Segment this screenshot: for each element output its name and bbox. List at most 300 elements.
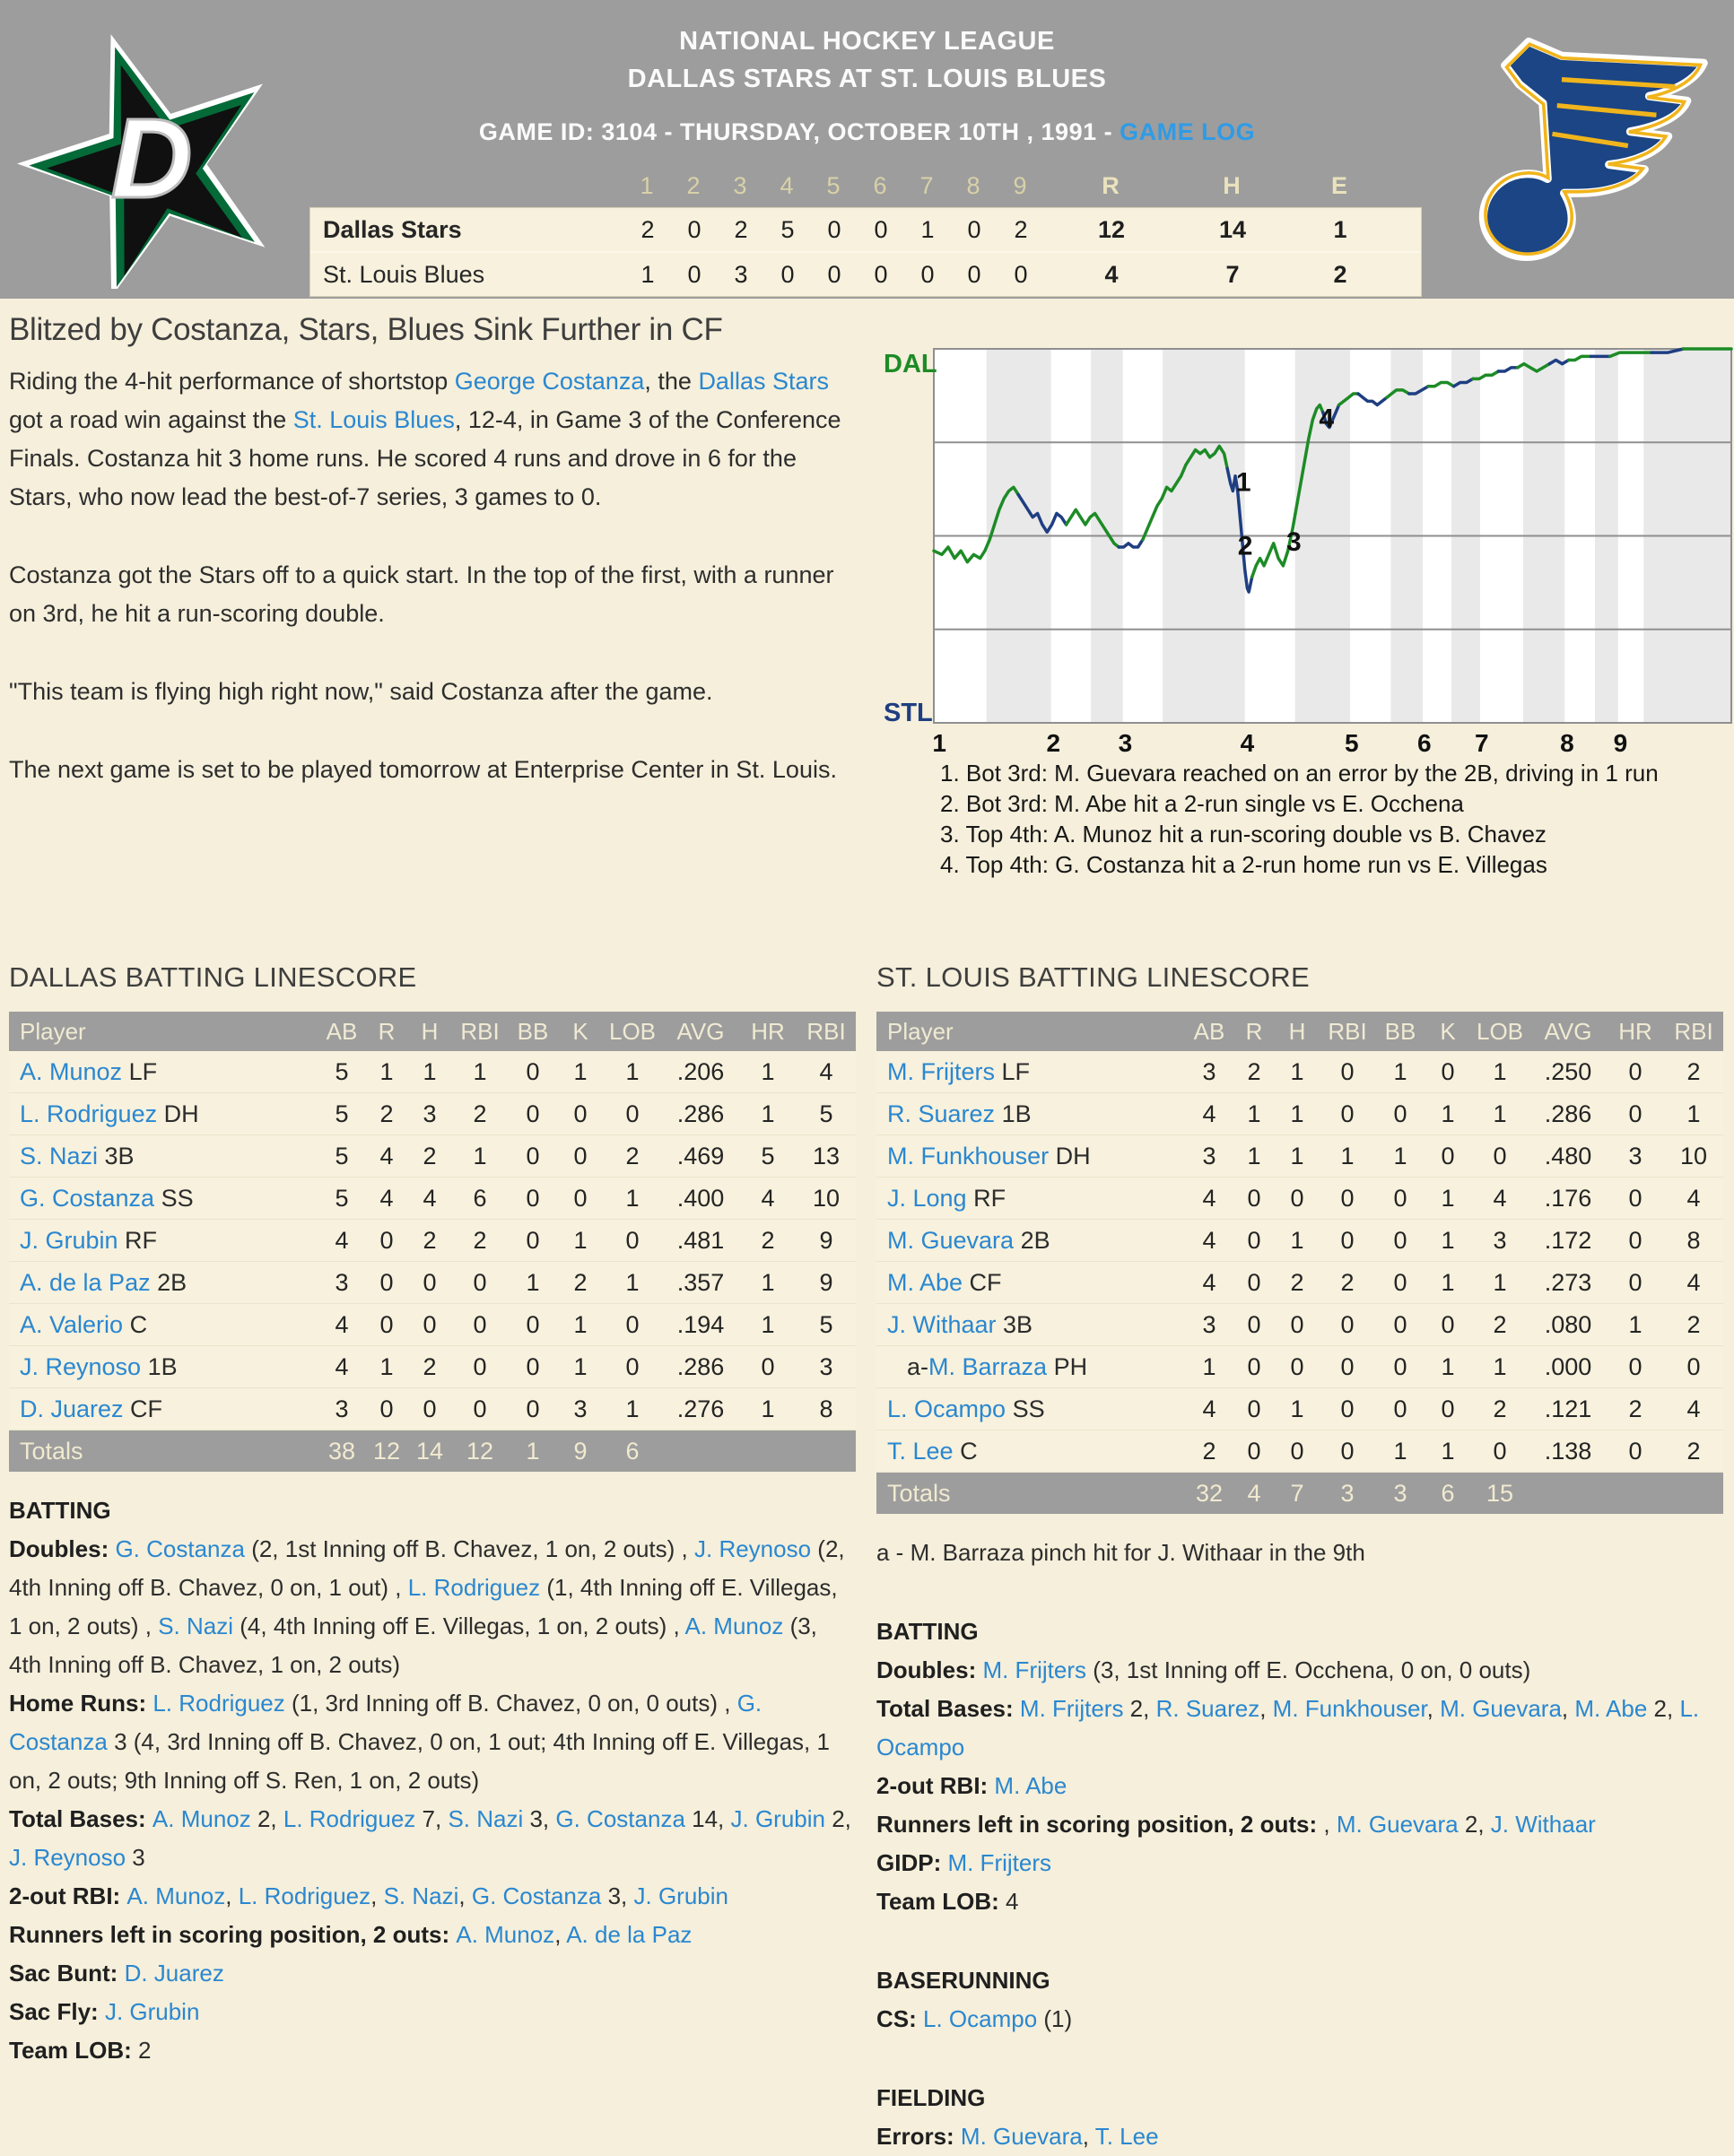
stat-lob: 1 — [1493, 1100, 1507, 1127]
total-r: 12 — [372, 1437, 401, 1465]
stat-rbi: 0 — [1340, 1226, 1355, 1254]
column-header-h: H — [421, 1017, 439, 1045]
column-header-ab: AB — [1193, 1017, 1225, 1045]
player-link[interactable]: S. Nazi — [20, 1142, 99, 1169]
stat-rbi2: 5 — [819, 1310, 833, 1338]
batter-row — [9, 1178, 856, 1220]
dallas-stars-logo-icon — [13, 20, 291, 289]
batter-row — [876, 1430, 1723, 1473]
total-h: 7 — [1290, 1479, 1304, 1507]
dallas-batting-notes — [9, 1491, 856, 2070]
text-run: (2, 1st Inning off B. Chavez, 1 on, 2 outs) , — [244, 1535, 694, 1562]
stat-avg: .176 — [1544, 1184, 1592, 1212]
stat-bb: 0 — [1393, 1352, 1407, 1380]
stat-h: 4 — [423, 1184, 437, 1212]
total-rbi: 3 — [1340, 1479, 1355, 1507]
stat-k: 0 — [573, 1142, 588, 1169]
stat-rbi2: 10 — [1679, 1142, 1708, 1169]
stat-ab: 4 — [1202, 1226, 1216, 1254]
text-run: Costanza got the Stars off to a quick start. In the top of the first, with a runner on 3rd, he hit a run-scoring double. — [9, 561, 834, 627]
stat-avg: .357 — [676, 1268, 725, 1296]
stat-avg: .080 — [1544, 1310, 1592, 1338]
note-line — [876, 1767, 1723, 1805]
page-header — [0, 0, 1734, 299]
player-link[interactable]: G. Costanza — [9, 1690, 762, 1755]
total-k: 9 — [573, 1437, 588, 1465]
stat-avg: .469 — [676, 1142, 725, 1169]
stat-k: 2 — [573, 1268, 588, 1296]
stat-ab: 4 — [1202, 1100, 1216, 1127]
stat-hr: 0 — [1628, 1057, 1643, 1085]
text-run: 14, — [684, 1805, 731, 1832]
text-run: 2, — [1123, 1695, 1156, 1722]
text-run: , — [225, 1882, 239, 1909]
stat-r: 2 — [1247, 1057, 1261, 1085]
column-header-avg: AVG — [676, 1017, 725, 1045]
bold-label: Runners left in scoring position, 2 outs: — [9, 1921, 457, 1948]
stat-lob: 1 — [625, 1057, 640, 1085]
stat-lob: 0 — [625, 1352, 640, 1380]
player-link[interactable]: T. Lee — [887, 1437, 954, 1465]
stat-k: 1 — [1441, 1268, 1455, 1296]
stat-h: 1 — [1290, 1226, 1304, 1254]
player-link[interactable]: J. Grubin — [104, 1998, 200, 2025]
article-paragraph — [9, 673, 854, 711]
player-position: 2B — [150, 1268, 187, 1296]
rhe-header: R — [1102, 171, 1120, 199]
article-headline: Blitzed by Costanza, Stars, Blues Sink Further in CF — [9, 312, 723, 347]
inning-score: 0 — [687, 215, 701, 243]
rhe-value: 14 — [1218, 215, 1247, 243]
player-link[interactable]: A. de la Paz — [20, 1268, 151, 1296]
player-link[interactable]: J. Grubin — [633, 1882, 728, 1909]
total-lob: 6 — [625, 1437, 640, 1465]
inning-header: 8 — [966, 171, 980, 199]
player-position: LF — [122, 1057, 158, 1085]
player-link[interactable]: T. Lee — [1094, 2123, 1159, 2150]
text-run: , — [1561, 1695, 1575, 1722]
note-line — [9, 1916, 856, 1954]
stat-rbi: 2 — [473, 1226, 487, 1254]
stat-avg: .194 — [676, 1310, 725, 1338]
stat-ab: 4 — [1202, 1268, 1216, 1296]
player-link[interactable]: M. Frijters — [947, 1849, 1051, 1876]
player-link[interactable]: L. Rodriguez — [407, 1574, 541, 1601]
stat-avg: .276 — [676, 1395, 725, 1422]
stat-rbi: 2 — [1340, 1268, 1355, 1296]
stat-lob: 2 — [1493, 1395, 1507, 1422]
player-link[interactable]: M. Frijters — [887, 1057, 995, 1085]
inning-score: 0 — [874, 260, 888, 288]
player-cell — [876, 1227, 1185, 1255]
text-run: , — [554, 1921, 567, 1948]
stat-h: 1 — [1290, 1100, 1304, 1127]
inning-tick-label: 3 — [1118, 729, 1133, 757]
stat-hr: 5 — [761, 1142, 775, 1169]
stat-r: 0 — [379, 1395, 394, 1422]
stat-avg: .481 — [676, 1226, 725, 1254]
stat-lob: 0 — [625, 1226, 640, 1254]
stat-r: 0 — [1247, 1352, 1261, 1380]
inning-score: 2 — [1014, 215, 1028, 243]
player-link[interactable]: A. Munoz — [20, 1057, 123, 1085]
note-line — [9, 1877, 856, 1916]
stat-bb: 1 — [1393, 1142, 1407, 1169]
linescore-table — [309, 164, 1422, 297]
key-play: 3. Top 4th: A. Munoz hit a run-scoring double vs B. Chavez — [940, 821, 1547, 848]
inning-score: 0 — [1014, 260, 1028, 288]
stat-rbi: 6 — [473, 1184, 487, 1212]
article-paragraph — [9, 751, 854, 789]
spacer — [876, 2039, 1723, 2079]
event-marker-label: 2 — [1237, 531, 1253, 561]
stat-ab: 4 — [335, 1310, 349, 1338]
inning-header: 9 — [1013, 171, 1027, 199]
player-position: C — [953, 1437, 978, 1465]
game-log-link[interactable]: GAME LOG — [1120, 118, 1256, 145]
stat-h: 2 — [423, 1352, 437, 1380]
note-line — [876, 1651, 1723, 1690]
player-link[interactable]: M. Guevara — [1440, 1695, 1562, 1722]
stat-bb: 0 — [526, 1057, 540, 1085]
stat-rbi: 0 — [1340, 1352, 1355, 1380]
text-run: 2, — [825, 1805, 851, 1832]
column-header-ab: AB — [326, 1017, 358, 1045]
player-link[interactable]: M. Funkhouser — [1272, 1695, 1427, 1722]
player-link[interactable]: G. Costanza — [20, 1184, 155, 1212]
player-cell — [876, 1311, 1185, 1339]
text-run: (3, 4th Inning off B. Chavez, 1 on, 2 outs) — [9, 1613, 817, 1678]
inning-score: 3 — [734, 260, 748, 288]
player-link[interactable]: S. Nazi — [158, 1613, 234, 1639]
player-link[interactable]: J. Withaar — [1490, 1811, 1596, 1838]
bold-label: Total Bases: — [876, 1695, 1020, 1722]
article-paragraph — [9, 362, 854, 517]
stat-avg: .206 — [676, 1057, 725, 1085]
stat-hr: 3 — [1628, 1142, 1643, 1169]
linescore-header-row — [309, 164, 1422, 207]
player-link[interactable]: M. Frijters — [982, 1656, 1086, 1683]
player-link[interactable]: L. Rodriguez — [152, 1690, 285, 1717]
player-link[interactable]: A. Munoz — [126, 1882, 226, 1909]
player-cell — [9, 1143, 318, 1170]
stat-hr: 1 — [1628, 1310, 1643, 1338]
stat-avg: .480 — [1544, 1142, 1592, 1169]
batter-row — [9, 1220, 856, 1262]
note-line — [9, 1800, 856, 1877]
player-link[interactable]: Dallas Stars — [698, 368, 829, 395]
totals-label: Totals — [887, 1479, 951, 1507]
stat-bb: 0 — [526, 1226, 540, 1254]
table-header-row — [876, 1012, 1723, 1051]
stat-lob: 0 — [625, 1310, 640, 1338]
text-run: , the — [644, 368, 699, 395]
stat-h: 2 — [423, 1226, 437, 1254]
bold-label: Sac Bunt: — [9, 1960, 125, 1986]
bold-label: 2-out RBI: — [876, 1772, 995, 1799]
player-link[interactable]: G. Costanza — [471, 1882, 602, 1909]
stat-avg: .121 — [1544, 1395, 1592, 1422]
column-header-bb: BB — [517, 1017, 549, 1045]
player-link[interactable]: A. de la Paz — [566, 1921, 693, 1948]
stat-hr: 0 — [1628, 1437, 1643, 1465]
player-link[interactable]: L. Rodriguez — [20, 1100, 158, 1127]
stat-ab: 3 — [1202, 1310, 1216, 1338]
stat-bb: 1 — [526, 1268, 540, 1296]
inning-tick-label: 2 — [1046, 729, 1061, 757]
batter-row — [9, 1388, 856, 1430]
pinch-hit-prefix: a- — [907, 1352, 929, 1380]
stat-k: 1 — [1441, 1226, 1455, 1254]
stat-r: 0 — [379, 1310, 394, 1338]
bold-label: Errors: — [876, 2123, 961, 2150]
rhe-value: 4 — [1104, 260, 1119, 288]
player-link[interactable]: A. Munoz — [456, 1921, 555, 1948]
stat-bb: 1 — [1393, 1437, 1407, 1465]
column-header-rbi2: RBI — [1674, 1017, 1713, 1045]
batter-row — [876, 1262, 1723, 1304]
player-link[interactable]: M. Funkhouser — [887, 1142, 1050, 1169]
stlouis-batting-title: ST. LOUIS BATTING LINESCORE — [876, 961, 1310, 993]
stat-bb: 0 — [526, 1395, 540, 1422]
stat-rbi2: 4 — [1686, 1395, 1701, 1422]
player-cell — [876, 1100, 1185, 1128]
note-line — [876, 1882, 1723, 1921]
stat-k: 1 — [573, 1310, 588, 1338]
player-link[interactable]: L. Ocampo — [923, 2005, 1038, 2032]
stat-k: 1 — [573, 1226, 588, 1254]
stl-axis-label: STL — [884, 699, 933, 727]
stat-hr: 2 — [1628, 1395, 1643, 1422]
player-link[interactable]: D. Juarez — [20, 1395, 124, 1422]
stat-rbi: 0 — [473, 1310, 487, 1338]
stat-ab: 3 — [1202, 1057, 1216, 1085]
stat-bb: 0 — [526, 1100, 540, 1127]
batter-row — [876, 1051, 1723, 1093]
stat-bb: 0 — [526, 1142, 540, 1169]
notes-section-header: FIELDING — [876, 2084, 986, 2111]
player-link[interactable]: L. Rodriguez — [283, 1805, 416, 1832]
player-link[interactable]: A. Munoz — [152, 1805, 251, 1832]
key-play: 1. Bot 3rd: M. Guevara reached on an error by the 2B, driving in 1 run — [940, 760, 1659, 787]
text-run: 2, — [1458, 1811, 1491, 1838]
player-link[interactable]: George Costanza — [454, 368, 645, 395]
text-run: 2 — [137, 2037, 152, 2064]
text-run: (3, 1st Inning off E. Occhena, 0 on, 0 outs) — [1086, 1656, 1531, 1683]
stat-bb: 0 — [526, 1352, 540, 1380]
text-run: a - M. Barraza pinch hit for J. Withaar in the 9th — [876, 1539, 1365, 1566]
player-link[interactable]: A. Valerio — [20, 1310, 124, 1338]
text-run: , — [1259, 1695, 1273, 1722]
stat-lob: 2 — [625, 1142, 640, 1169]
player-link[interactable]: L. Ocampo — [887, 1395, 1006, 1422]
stat-avg: .273 — [1544, 1268, 1592, 1296]
stat-rbi2: 2 — [1686, 1057, 1701, 1085]
stat-k: 1 — [573, 1352, 588, 1380]
stat-k: 1 — [1441, 1100, 1455, 1127]
stat-rbi2: 3 — [819, 1352, 833, 1380]
player-link[interactable]: J. Reynoso — [9, 1844, 126, 1871]
player-link[interactable]: J. Reynoso — [20, 1352, 142, 1380]
dallas-batting-section — [9, 961, 856, 2070]
event-marker-label: 3 — [1285, 527, 1302, 558]
stat-r: 2 — [379, 1100, 394, 1127]
dallas-batting-table — [9, 1012, 856, 1472]
stat-hr: 1 — [761, 1100, 775, 1127]
player-link[interactable]: G. Costanza — [555, 1805, 685, 1832]
stat-bb: 0 — [1393, 1184, 1407, 1212]
stat-ab: 4 — [335, 1352, 349, 1380]
stat-r: 4 — [379, 1142, 394, 1169]
stat-ab: 4 — [335, 1226, 349, 1254]
player-link[interactable]: M. Frijters — [1019, 1695, 1124, 1722]
stat-hr: 0 — [1628, 1100, 1643, 1127]
player-link[interactable]: J. Grubin — [730, 1805, 825, 1832]
column-header-rbi: RBI — [1328, 1017, 1367, 1045]
stat-bb: 0 — [1393, 1268, 1407, 1296]
player-link[interactable]: M. Barraza — [928, 1352, 1048, 1380]
stat-r: 4 — [379, 1184, 394, 1212]
column-header-k: K — [572, 1017, 588, 1045]
text-run: , — [370, 1882, 384, 1909]
player-link[interactable]: L. Rodriguez — [238, 1882, 371, 1909]
stat-ab: 3 — [335, 1268, 349, 1296]
stat-avg: .172 — [1544, 1226, 1592, 1254]
bold-label: Sac Fly: — [9, 1998, 105, 2025]
stat-rbi2: 9 — [819, 1268, 833, 1296]
column-header-hr: HR — [751, 1017, 785, 1045]
inning-tick-label: 9 — [1613, 729, 1628, 757]
inning-score: 0 — [687, 260, 701, 288]
player-link[interactable]: St. Louis Blues — [292, 406, 455, 433]
player-link[interactable]: J. Reynoso — [694, 1535, 812, 1562]
player-link[interactable]: M. Guevara — [887, 1226, 1015, 1254]
player-link[interactable]: M. Abe — [887, 1268, 963, 1296]
key-play: 4. Top 4th: G. Costanza hit a 2-run home run vs E. Villegas — [940, 851, 1547, 878]
player-position: DH — [157, 1100, 199, 1127]
team-name: Dallas Stars — [323, 215, 462, 243]
stat-lob: 3 — [1493, 1226, 1507, 1254]
column-header-player: Player — [20, 1017, 86, 1045]
bold-label: Total Bases: — [9, 1805, 152, 1832]
player-link[interactable]: J. Long — [887, 1184, 967, 1212]
total-r: 4 — [1247, 1479, 1261, 1507]
player-link[interactable]: M. Guevara — [960, 2123, 1083, 2150]
inning-header: 4 — [780, 171, 794, 199]
stat-rbi2: 8 — [819, 1395, 833, 1422]
note-line — [9, 2031, 856, 2070]
column-header-player: Player — [887, 1017, 954, 1045]
player-cell — [9, 1227, 318, 1255]
stlouis-batting-notes — [876, 1534, 1723, 2156]
inning-score: 2 — [734, 215, 748, 243]
inning-header: 2 — [686, 171, 701, 199]
game-id-date: GAME ID: 3104 - THURSDAY, OCTOBER 10TH , 1991 - — [478, 118, 1120, 145]
stat-rbi2: 9 — [819, 1226, 833, 1254]
stat-ab: 5 — [335, 1184, 349, 1212]
player-link[interactable]: M. Guevara — [1336, 1811, 1459, 1838]
stat-rbi2: 10 — [812, 1184, 841, 1212]
stat-r: 0 — [1247, 1184, 1261, 1212]
stat-rbi2: 1 — [1686, 1100, 1701, 1127]
event-marker-label: 4 — [1319, 404, 1335, 434]
text-run: (1) — [1037, 2005, 1073, 2032]
note-line — [876, 1534, 1723, 1572]
table-header-row — [9, 1012, 856, 1051]
stat-lob: 1 — [1493, 1352, 1507, 1380]
total-ab: 38 — [327, 1437, 356, 1465]
stat-hr: 4 — [761, 1184, 775, 1212]
player-link[interactable]: D. Juarez — [124, 1960, 224, 1986]
player-link[interactable]: J. Grubin — [20, 1226, 118, 1254]
stat-h: 1 — [1290, 1057, 1304, 1085]
stat-r: 0 — [1247, 1310, 1261, 1338]
player-link[interactable]: S. Nazi — [383, 1882, 459, 1909]
recap-article — [9, 312, 854, 829]
stat-lob: 1 — [625, 1268, 640, 1296]
player-link[interactable]: A. Munoz — [684, 1613, 784, 1639]
batter-row — [9, 1346, 856, 1388]
player-link[interactable]: J. Withaar — [887, 1310, 997, 1338]
batter-row — [9, 1262, 856, 1304]
inning-score: 2 — [640, 215, 655, 243]
win-prob-line — [1549, 361, 1568, 364]
stat-hr: 1 — [761, 1268, 775, 1296]
stat-ab: 4 — [1202, 1395, 1216, 1422]
player-link[interactable]: R. Suarez — [1155, 1695, 1260, 1722]
total-bb: 1 — [526, 1437, 540, 1465]
stat-avg: .286 — [676, 1352, 725, 1380]
player-link[interactable]: G. Costanza — [115, 1535, 245, 1562]
game-info-line — [0, 118, 1734, 146]
stat-h: 0 — [423, 1395, 437, 1422]
linescore-team-row — [310, 251, 1421, 296]
player-cell — [9, 1100, 318, 1128]
stat-rbi: 0 — [473, 1352, 487, 1380]
stat-ab: 5 — [335, 1142, 349, 1169]
inning-score: 0 — [967, 260, 981, 288]
column-header-bb: BB — [1384, 1017, 1416, 1045]
notes-section-header: BATTING — [876, 1618, 979, 1645]
inning-score: 0 — [874, 215, 888, 243]
player-link[interactable]: M. Abe — [1574, 1695, 1648, 1722]
stat-rbi: 0 — [1340, 1395, 1355, 1422]
text-run: 7, — [415, 1805, 449, 1832]
player-link[interactable]: L. Ocampo — [876, 1695, 1700, 1760]
player-position: 1B — [995, 1100, 1032, 1127]
player-cell — [876, 1269, 1185, 1297]
stat-h: 0 — [1290, 1310, 1304, 1338]
inning-header: 3 — [733, 171, 747, 199]
svg-text:D: D — [110, 95, 193, 222]
player-link[interactable]: R. Suarez — [887, 1100, 996, 1127]
stat-h: 1 — [423, 1057, 437, 1085]
text-run: 3, — [523, 1805, 556, 1832]
stat-h: 0 — [1290, 1437, 1304, 1465]
inning-score: 0 — [780, 260, 795, 288]
total-bb: 3 — [1393, 1479, 1407, 1507]
stat-k: 0 — [1441, 1142, 1455, 1169]
inning-tick-label: 1 — [932, 729, 947, 757]
stat-rbi: 0 — [473, 1268, 487, 1296]
note-line — [9, 1954, 856, 1993]
stat-lob: 4 — [1493, 1184, 1507, 1212]
player-link[interactable]: S. Nazi — [448, 1805, 524, 1832]
rhe-value: 2 — [1333, 260, 1347, 288]
stat-rbi: 0 — [1340, 1310, 1355, 1338]
stat-k: 0 — [1441, 1057, 1455, 1085]
player-link[interactable]: M. Abe — [994, 1772, 1067, 1799]
